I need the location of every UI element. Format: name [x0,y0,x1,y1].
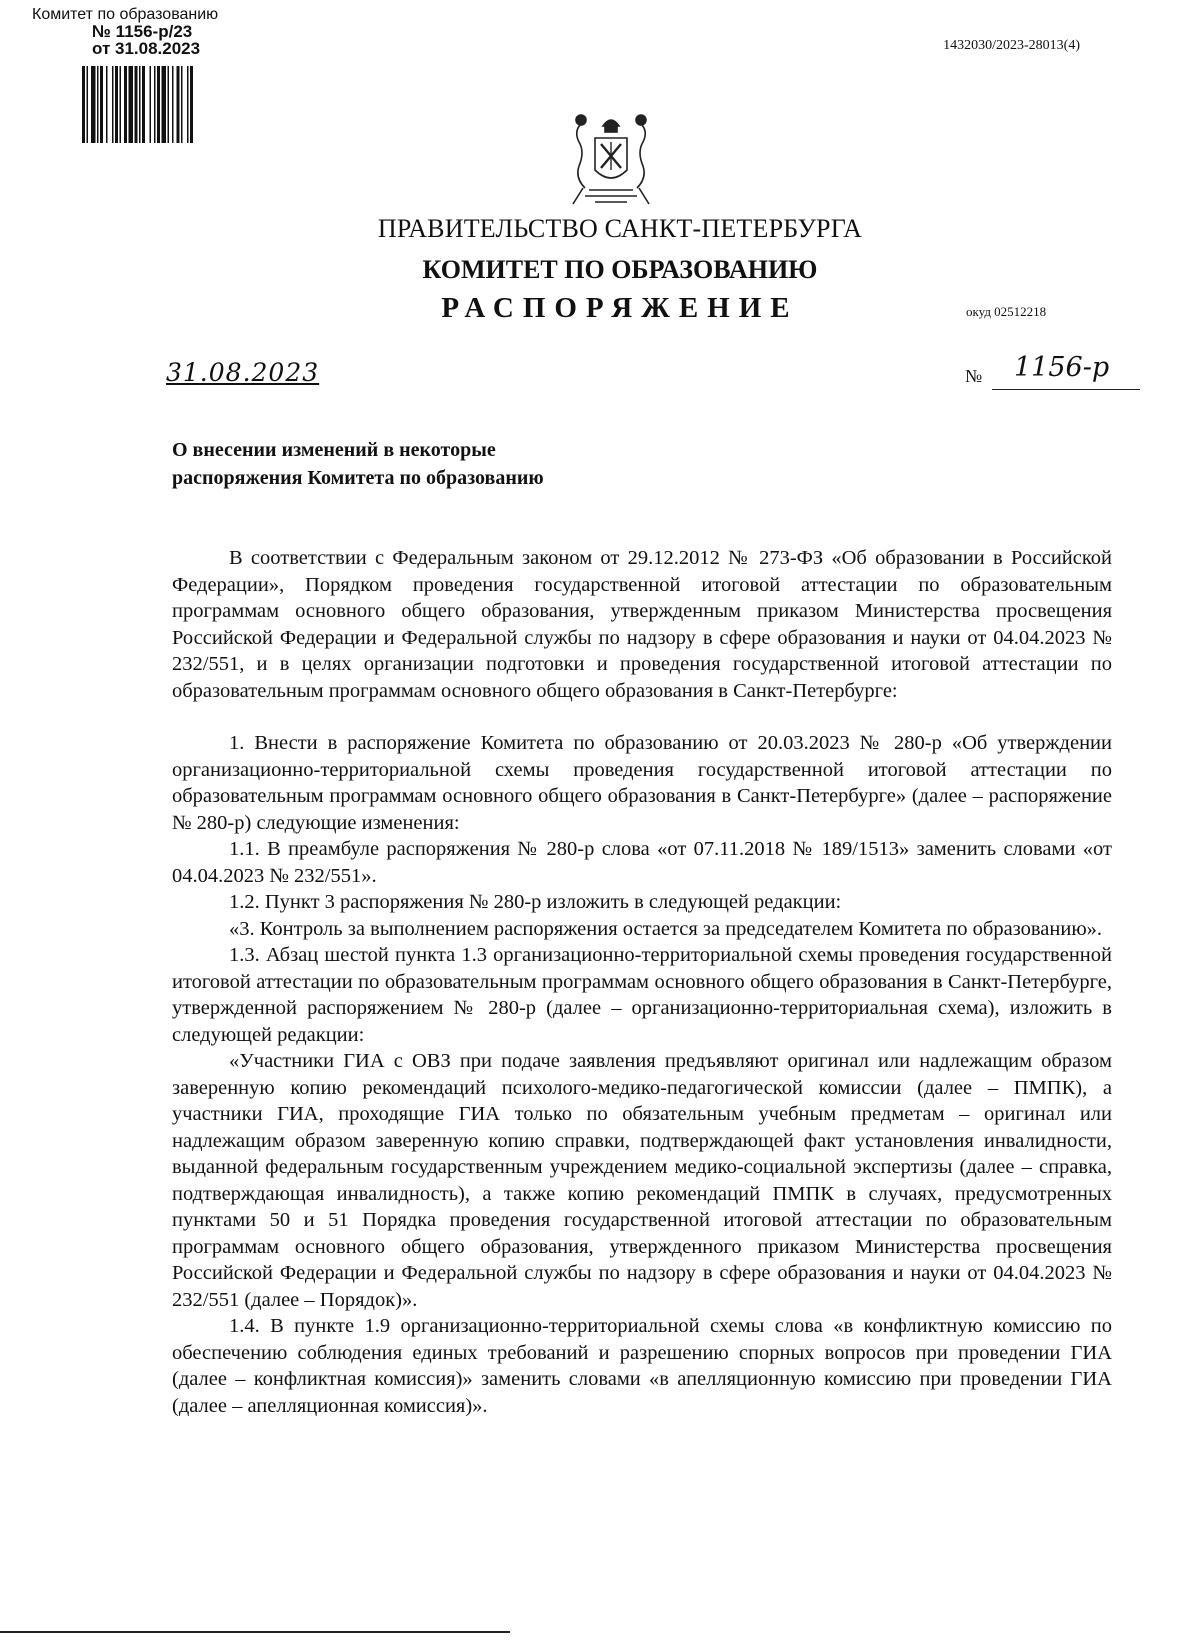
barcode-icon [82,66,230,143]
stamp-line-1: Комитет по образованию [32,6,219,23]
subject-line-1: О внесении изменений в некоторые [172,439,496,461]
document-type-heading: РАСПОРЯЖЕНИЕ [441,292,799,324]
preamble-paragraph: В соответствии с Федеральным законом от 29.12.2012 № 273-ФЗ «Об образовании в Российской Федерации», Порядком проведения государственной итоговой аттестации по образовательным программам основного общего образования, утвержденным приказом Министерства просвещения Российской Федерации и Федеральной службы по надзору в сфере образования и науки от 04.04.2023 № 232/551, и в целях организации подготовки и проведения государственной итоговой аттестации по образовательным программам основного общего образования в Санкт-Петербурге: [172,547,1112,702]
page-bottom-rule [0,1631,510,1633]
clause-1-4: 1.4. В пункте 1.9 организационно-территориальной схемы слова «в конфликтную комиссию по обеспечению соблюдения единых требований и разрешению спорных вопросов при проведении ГИА (далее – конфликтная комиссия)» заменить словами «в апелляционную комиссию при проведении ГИА (далее – апелляционная комиссия)». [172,1315,1112,1417]
clause-1-3: 1.3. Абзац шестой пункта 1.3 организационно-территориальной схемы проведения государственной итоговой аттестации по образовательным программам основного общего образования в Санкт-Петербурге, утвержденной распоряжением № 280-р (далее – организационно-территориальная схема), изложить в следующей редакции: [172,944,1112,1046]
coat-of-arms-icon [565,108,657,208]
clause-1-2: 1.2. Пункт 3 распоряжения № 280-р изложить в следующей редакции: [229,891,842,913]
subject-line-2: распоряжения Комитета по образованию [172,467,544,489]
document-registry-number: 1432030/2023-28013(4) [943,38,1080,53]
order-number-label: № [965,366,983,386]
clause-1: 1. Внести в распоряжение Комитета по образованию от 20.03.2023 № 280-р «Об утверждении организационно-территориальной схемы проведения государственной итоговой аттестации по образовательным программам основного общего образования в Санкт-Петербурге» (далее – распоряжение № 280-р) следующие изменения: [172,732,1112,834]
okud-code: окуд 02512218 [966,304,1047,319]
order-body [172,545,1112,1419]
clause-1-3-text: «Участники ГИА с ОВЗ при подаче заявления предъявляют оригинал или надлежащим образом заверенную копию рекомендаций психолого-медико-педагогической комиссии (далее – ПМПК), а участники ГИА, проходящие ГИА только по обязательным учебным предметам – оригинал или надлежащим образом заверенную копию справки, подтверждающей факт установления инвалидности, выданной федеральным государственным учреждением медико-социальной экспертизы (далее – справка, подтверждающая инвалидность), а также копию рекомендаций ПМПК в случаях, предусмотренных пунктами 50 и 51 Порядка проведения государственной итоговой аттестации по образовательным программам основного общего образования, утвержденного приказом Министерства просвещения Российской Федерации и Федеральной службы по надзору в сфере образования и науки от 04.04.2023 № 232/551 (далее – Порядок)». [172,1050,1112,1311]
clause-1-2-text: «3. Контроль за выполнением распоряжения остается за председателем Комитета по образованию». [229,917,1103,940]
committee-heading: КОМИТЕТ ПО ОБРАЗОВАНИЮ [422,255,818,284]
order-subject [172,436,544,492]
order-date: 31.08.2023 [166,358,320,387]
stamp-line-3: от 31.08.2023 [92,39,201,58]
order-number: 1156-р [992,352,1140,390]
clause-1-1: 1.1. В преамбуле распоряжения № 280-р слова «от 07.11.2018 № 189/1513» заменить словами «от 04.04.2023 № 232/551». [172,838,1112,887]
government-heading: ПРАВИТЕЛЬСТВО САНКТ-ПЕТЕРБУРГА [377,214,863,243]
stamp-line-2: № 1156-р/23 [92,22,193,41]
registration-stamp [32,6,218,57]
